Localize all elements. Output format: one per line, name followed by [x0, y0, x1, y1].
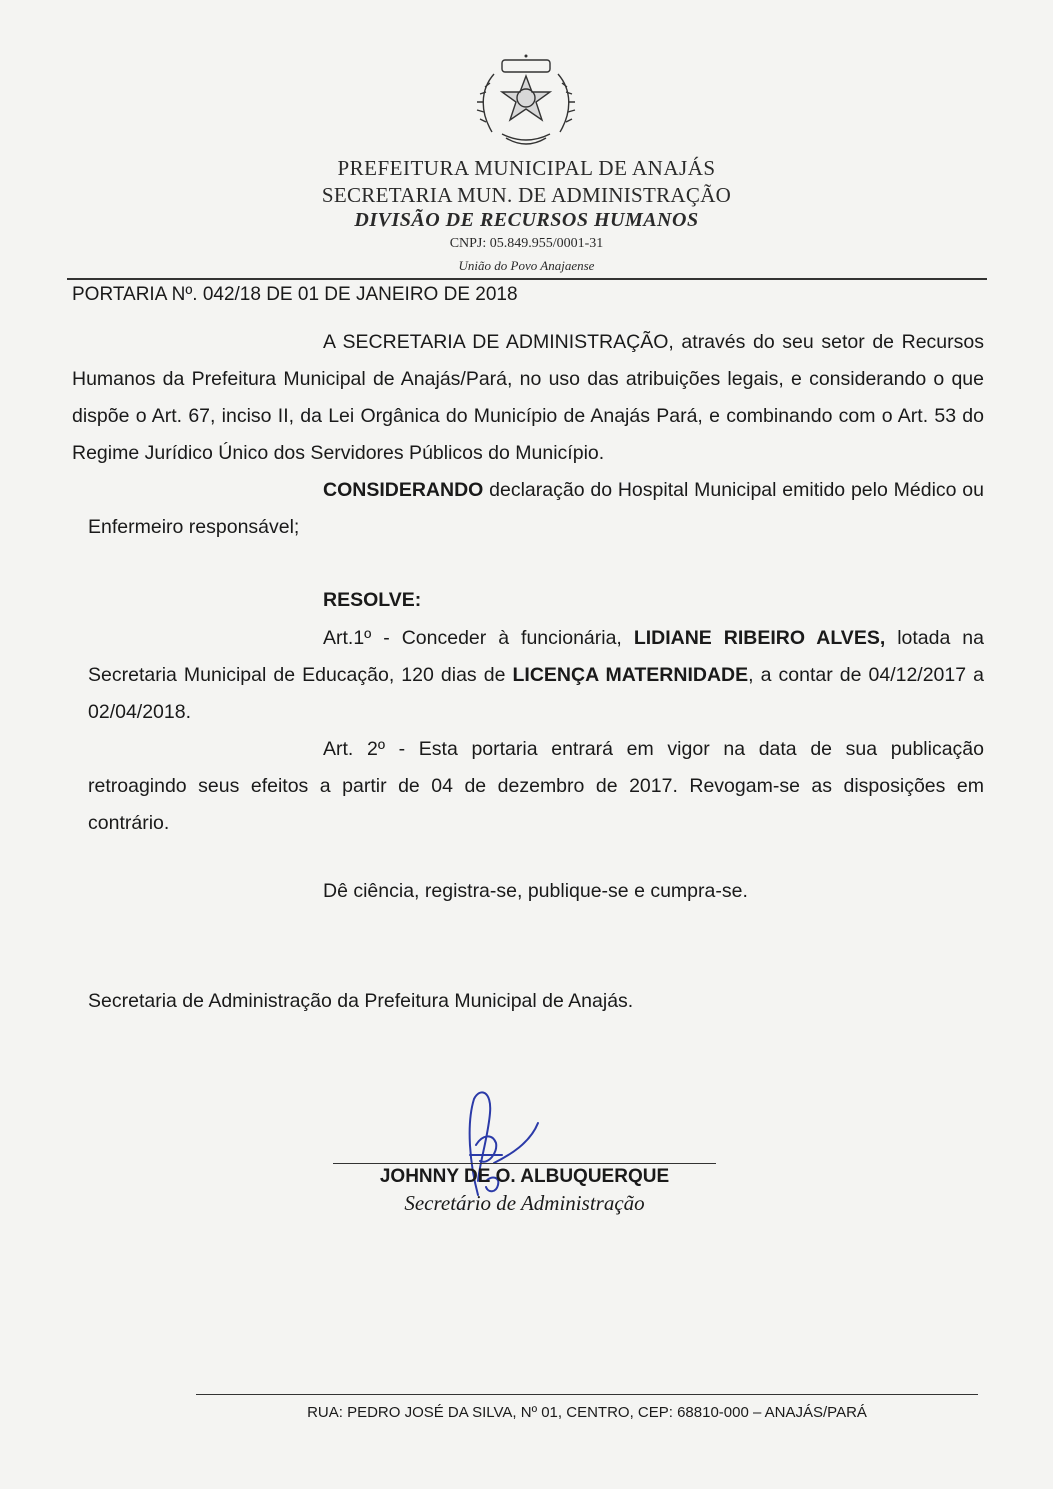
footer-address: RUA: PEDRO JOSÉ DA SILVA, Nº 01, CENTRO, CEP: 68810-000 – ANAJÁS/PARÁ [307, 1404, 867, 1421]
considerando-label: CONSIDERANDO [323, 479, 484, 501]
header-motto: União do Povo Anajaense [458, 258, 595, 273]
article-2-text: Art. 2º - Esta portaria entrará em vigor na data de sua publicação retroagindo seus efeitos a partir de 04 de dezembro de 2017. Revogam-se as disposições em contrário. [88, 738, 984, 834]
signatory-role: Secretário de Administração [404, 1191, 645, 1215]
employee-name: LIDIANE RIBEIRO ALVES, [633, 627, 886, 649]
resolve-heading: RESOLVE: [323, 589, 422, 611]
header-secretaria: SECRETARIA MUN. DE ADMINISTRAÇÃO [321, 183, 732, 207]
signature-line [333, 1163, 716, 1164]
issuing-office: Secretaria de Administração da Prefeitura Municipal de Anajás. [88, 990, 634, 1012]
article-1 [88, 620, 984, 731]
article-1-intro: Art.1º - Conceder à funcionária, [323, 627, 634, 649]
article-1-end: , a contar de 04/12/2017 a 02/04/2018. [88, 664, 984, 723]
municipal-coat-of-arms [472, 52, 580, 152]
signatory-name: JOHNNY DE O. ALBUQUERQUE [379, 1166, 670, 1187]
closing-formula: Dê ciência, registra-se, publique-se e cumpra-se. [323, 880, 748, 902]
header-cnpj: CNPJ: 05.849.955/0001-31 [449, 236, 604, 251]
article-2 [88, 731, 984, 842]
intro-paragraph [72, 324, 984, 472]
header-prefeitura: PREFEITURA MUNICIPAL DE ANAJÁS [337, 156, 716, 180]
considerando-text: declaração do Hospital Municipal emitido pelo Médico ou Enfermeiro responsável; [88, 479, 984, 538]
article-1-middle: lotada na Secretaria Municipal de Educação, 120 dias de [88, 627, 984, 686]
leave-type: LICENÇA MATERNIDADE [512, 664, 749, 686]
intro-text: A SECRETARIA DE ADMINISTRAÇÃO, através do seu setor de Recursos Humanos da Prefeitura Municipal de Anajás/Pará, no uso das atribuições legais, e considerando o que dispõe o Art. 67, inciso II, da Lei Orgânica do Município de Anajás Pará, e combinando com o Art. 53 do Regime Jurídico Único dos Servidores Públicos do Município. [72, 331, 984, 464]
header-divider [67, 278, 987, 280]
footer-divider [196, 1394, 978, 1395]
portaria-title: PORTARIA Nº. 042/18 DE 01 DE JANEIRO DE 2018 [72, 284, 518, 305]
considerando-paragraph [88, 472, 984, 546]
header-divisao: DIVISÃO DE RECURSOS HUMANOS [354, 209, 699, 231]
